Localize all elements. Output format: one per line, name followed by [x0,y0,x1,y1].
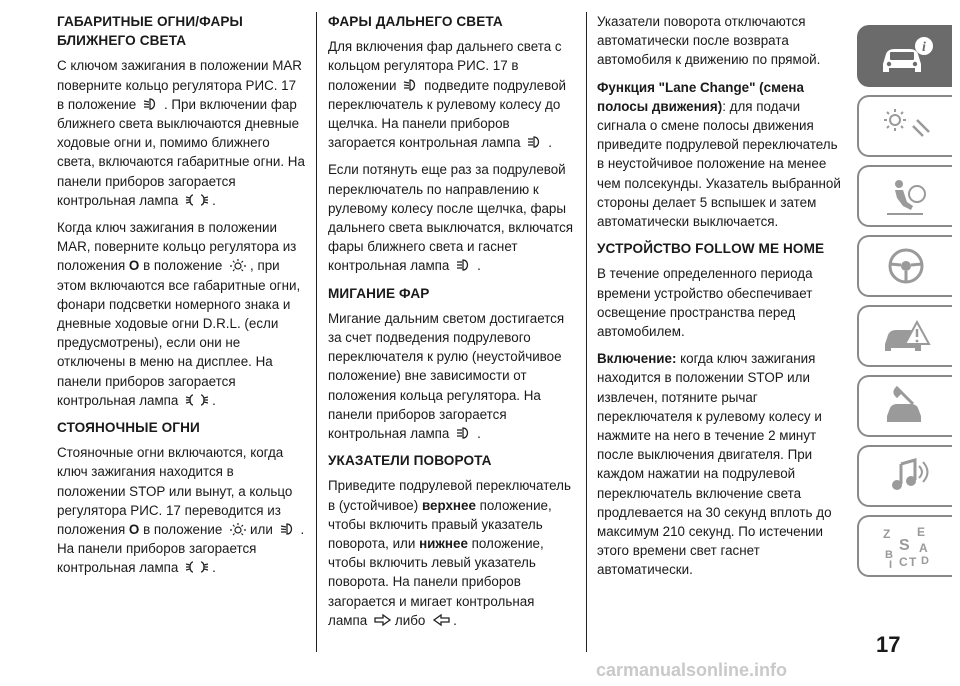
svg-text:Z: Z [882,527,890,541]
sun-icon [228,258,248,272]
high-beam-icon [455,258,475,272]
high-beam-icon [526,135,546,149]
svg-text:A: A [918,541,928,555]
heading-low-beam: ГАБАРИТНЫЕ ОГНИ/ФАРЫ БЛИЖНЕГО СВЕТА [57,14,243,49]
steering-wheel-icon [877,244,935,288]
position-lights-icon [184,393,210,407]
paragraph-position-lights: Когда ключ зажигания в положении MAR, поверните кольцо регулятора из положения O в положение , при этом включаются все габаритные огни, фонари подсветки номерного знака и дневные ходовые огни D.R.L. (если предусмотрены), если они не отключены в меню на дисплее. На панели приборов загорается контрольная лампа . [57,220,301,408]
position-lights-icon [184,193,210,207]
car-warning-icon [877,314,935,358]
dashboard-lights-icon [877,104,935,148]
column-3 [597,12,843,588]
page-number: 17 [876,632,901,657]
svg-text:I: I [888,559,892,568]
tab-dashboard-lights[interactable] [857,95,952,157]
paragraph-activation: Включение: когда ключ зажигания находится в положении STOP или извлечен, потяните рычаг переключателя к рулевому колесу и нажмите на него в течение 2 минут после выключения двигателя. При каждом нажатии на подрулевой переключатель включение света продлевается на 30 секунд вплоть до максимум 210 секунд. По истечении этого времени свет гаснет автоматически. [597,351,832,578]
section-tabs [857,25,952,585]
car-info-icon [877,34,935,78]
column-2 [328,12,576,638]
low-beam-icon [142,97,162,111]
column-divider [316,12,317,652]
media-icon [877,454,935,498]
alphabet-index-icon [877,524,935,568]
paragraph-low-beam: С ключом зажигания в положении MAR поверните кольцо регулятора РИС. 17 в положение . При включении фар ближнего света выключаются дневные ходовые огни и, помимо ближнего света, включаются габаритные огни. На панели приборов загорается контрольная лампа . [57,58,305,208]
paragraph-turn-signals: Приведите подрулевой переключатель в (устойчивое) верхнее положение, чтобы включить правый указатель поворота, или нижнее положение, чтобы включить левый указатель поворота. На панели приборов загорается и мигает контрольная лампа либо . [328,478,571,628]
tab-service[interactable] [857,375,952,437]
heading-parking-lights: СТОЯНОЧНЫЕ ОГНИ [57,420,200,436]
column-1 [57,12,305,586]
paragraph-auto-off: Указатели поворота отключаются автоматически после возврата автомобиля к движению по прямой. [597,14,821,68]
svg-text:i: i [921,40,926,55]
heading-turn-signals: УКАЗАТЕЛИ ПОВОРОТА [328,453,492,469]
paragraph-flashing: Мигание дальним светом достигается за счет подведения подрулевого переключателя к рулю (неустойчивое положение) вне зависимости от положения кольца регулятора. На панели приборов загорается контрольная лампа . [328,310,565,442]
tab-index[interactable] [857,515,952,577]
heading-follow-me-home: УСТРОЙСТВО FOLLOW ME HOME [597,241,825,257]
tab-steering[interactable] [857,235,952,297]
column-divider [586,12,587,652]
paragraph-high-beam-off: Если потянуть еще раз за подрулевой переключатель по направлению к рулевому колесу после щелчка, фары дальнего света выключатся, включатся фары ближнего света и гаснет контрольная лампа . [328,162,574,274]
low-beam-icon [402,78,422,92]
heading-flashing: МИГАНИЕ ФАР [328,285,430,301]
wrench-car-icon [877,384,935,428]
paragraph-high-beam: Для включения фар дальнего света с кольцом регулятора РИС. 17 в положении подведите подрулевой переключатель к рулевому колесу до щелчка. На панели приборов загорается контрольная лампа . [328,39,567,151]
position-lights-icon [184,560,210,574]
watermark: carmanualsonline.info [596,660,788,680]
high-beam-icon [455,426,475,440]
sun-icon [228,522,248,536]
right-arrow-icon [373,613,393,627]
tab-media[interactable] [857,445,952,507]
svg-text:E: E [916,525,925,539]
svg-text:S: S [898,537,910,554]
svg-text:B: B [884,549,893,561]
tab-airbag[interactable] [857,165,952,227]
paragraph-parking-lights: Стояночные огни включаются, когда ключ зажигания находится в положении STOP или вынут, а кольцо регулятора РИС. 17 переводится из положения O в положение или . На панели приборов загорается контрольная лампа . [57,445,305,576]
svg-text:D: D [920,555,929,567]
paragraph-lane-change: Функция "Lane Change" (смена полосы движения): для подачи сигнала о смене полосы движения приведите подрулевой переключатель в неустойчивое положение на менее чем полсекунды. Указатель выбранной стороны делает 5 вспышек и затем автоматически выключается. [597,79,841,230]
svg-text:T: T [908,555,916,568]
airbag-icon [877,174,935,218]
low-beam-icon [279,522,299,536]
left-arrow-icon [431,613,451,627]
svg-text:C: C [898,555,908,568]
heading-high-beam: ФАРЫ ДАЛЬНЕГО СВЕТА [328,14,503,29]
paragraph-follow-me-home: В течение определенного периода времени устройство обеспечивает освещение пространства перед автомобилем. [597,266,813,340]
tab-car-warning[interactable] [857,305,952,367]
tab-car-info[interactable] [857,25,952,87]
